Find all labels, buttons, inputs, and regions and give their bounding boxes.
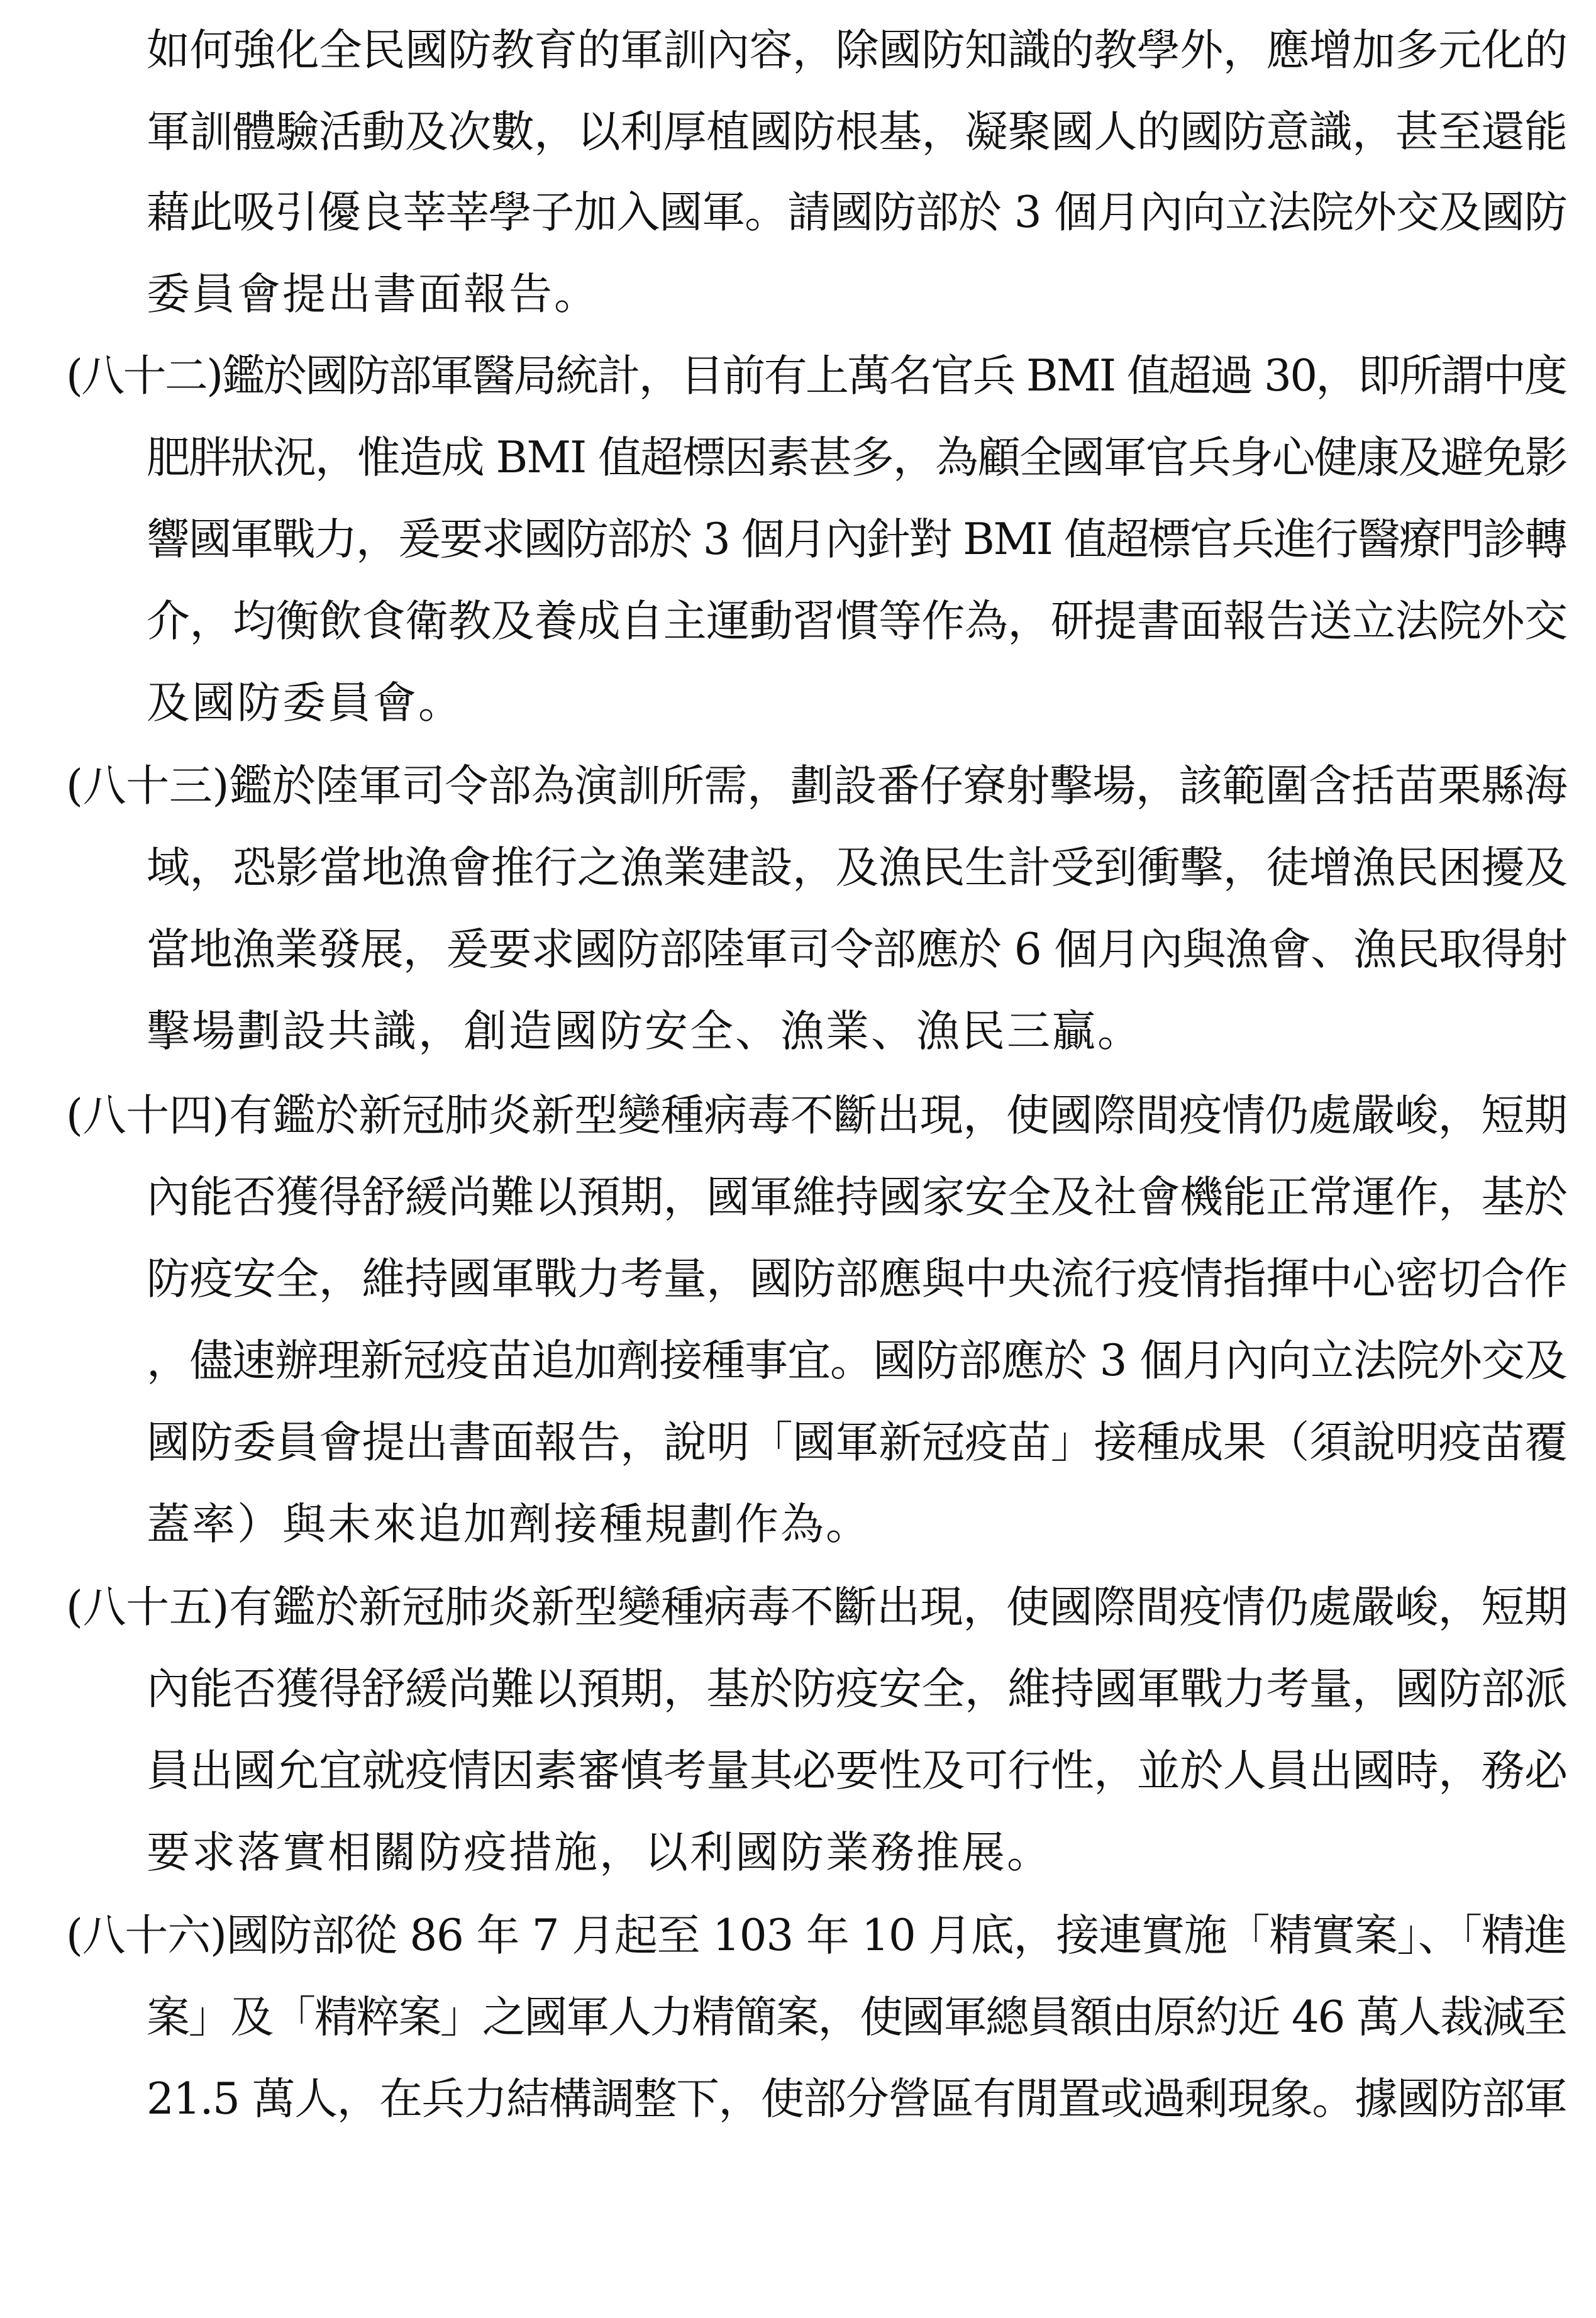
text-line: 國防委員會提出書面報告，說明「國軍新冠疫苗」接種成果（須說明疫苗覆 <box>147 1417 1568 1468</box>
text-line: 肥胖狀況，惟造成 BMI 值超標因素甚多，為顧全國軍官兵身心健康及避免影 <box>147 433 1567 483</box>
text-line: (八十三)鑑於陸軍司令部為演訓所需，劃設番仔寮射擊場，該範圍含括苗栗縣海 <box>66 761 1568 811</box>
text-line: 員出國允宜就疫情因素審慎考量其必要性及可行性，並於人員出國時，務必 <box>147 1746 1568 1796</box>
text-line: (八十二)鑑於國防部軍醫局統計，目前有上萬名官兵 BMI 值超過 30，即所謂中度 <box>66 351 1566 401</box>
text-line: 案」及「精粹案」之國軍人力精簡案，使國軍總員額由原約近 46 萬人裁減至 <box>147 1992 1566 2043</box>
text-line: 要求落實相關防疫措施，以利國防業務推展。 <box>147 1827 1052 1878</box>
text-line: 21.5 萬人，在兵力結構調整下，使部分營區有閒置或過剩現象。據國防部軍 <box>147 2074 1566 2124</box>
text-line: 響國軍戰力，爰要求國防部於 3 個月內針對 BMI 值超標官兵進行醫療門診轉 <box>147 514 1566 565</box>
text-line: 軍訓體驗活動及次數，以利厚植國防根基，凝聚國人的國防意識，甚至還能 <box>147 107 1568 157</box>
text-line: 如何強化全民國防教育的軍訓內容，除國防知識的教學外，應增加多元化的 <box>147 25 1568 75</box>
text-line: 域，恐影當地漁會推行之漁業建設，及漁民生計受到衝擊，徒增漁民困擾及 <box>147 843 1568 893</box>
text-line: (八十五)有鑑於新冠肺炎新型變種病毒不斷出現，使國際間疫情仍處嚴峻，短期 <box>66 1582 1568 1633</box>
text-line: 當地漁業發展，爰要求國防部陸軍司令部應於 6 個月內與漁會、漁民取得射 <box>147 924 1567 975</box>
text-line: 介，均衡飲食衛教及養成自主運動習慣等作為，研提書面報告送立法院外交 <box>147 596 1568 646</box>
text-line: 擊場劃設共識，創造國防安全、漁業、漁民三贏。 <box>147 1006 1143 1056</box>
text-line: (八十六)國防部從 86 年 7 月起至 103 年 10 月底，接連實施「精實案」、「精進 <box>66 1910 1567 1961</box>
text-line: 蓋率）與未來追加劑接種規劃作為。 <box>147 1499 871 1550</box>
text-line: ，儘速辦理新冠疫苗追加劑接種事宜。國防部應於 3 個月內向立法院外交及 <box>147 1336 1567 1386</box>
text-line: 防疫安全，維持國軍戰力考量，國防部應與中央流行疫情指揮中心密切合作 <box>147 1254 1568 1304</box>
text-line: 委員會提出書面報告。 <box>147 269 599 319</box>
text-line: (八十四)有鑑於新冠肺炎新型變種病毒不斷出現，使國際間疫情仍處嚴峻，短期 <box>66 1090 1568 1141</box>
text-line: 內能否獲得舒緩尚難以預期，國軍維持國家安全及社會機能正常運作，基於 <box>147 1172 1568 1223</box>
text-line: 藉此吸引優良莘莘學子加入國軍。請國防部於 3 個月內向立法院外交及國防 <box>147 187 1567 238</box>
text-line: 及國防委員會。 <box>147 678 463 728</box>
text-line: 內能否獲得舒緩尚難以預期，基於防疫安全，維持國軍戰力考量，國防部派 <box>147 1664 1568 1714</box>
